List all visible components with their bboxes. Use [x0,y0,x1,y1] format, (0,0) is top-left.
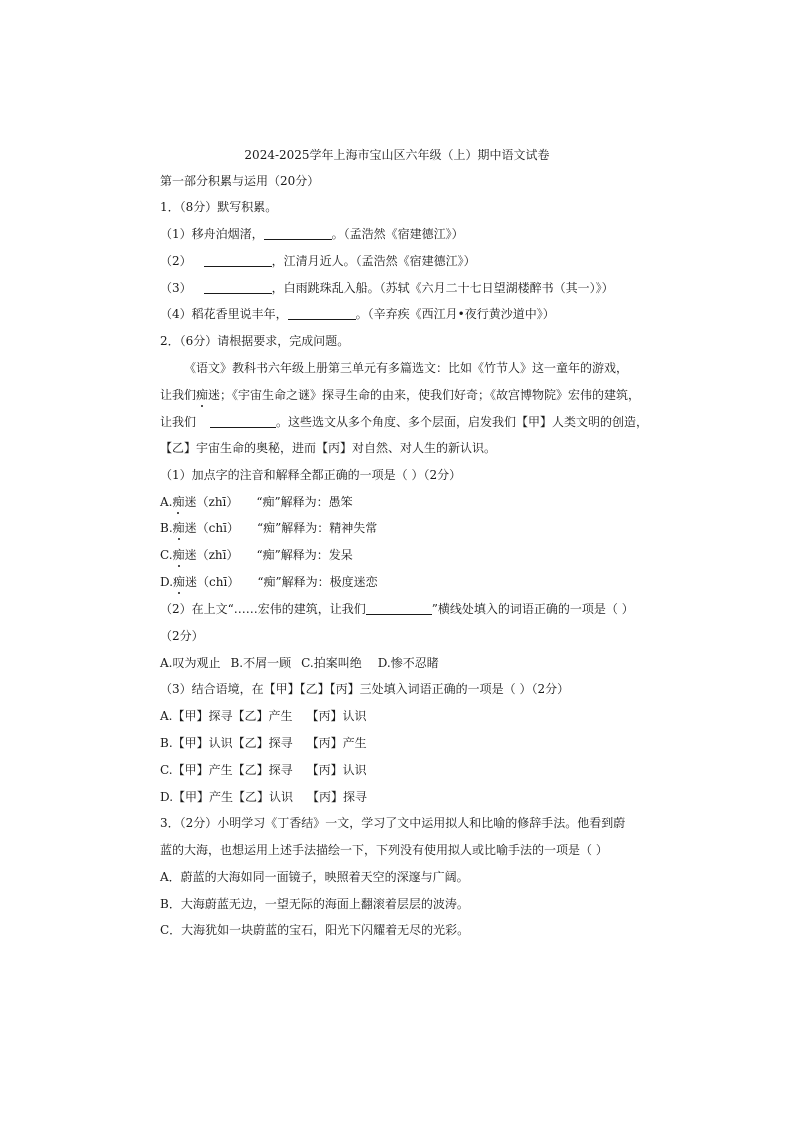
q2-passage-line-4: 【乙】宇宙生命的奥秘，进而【丙】对自然、对人生的新认识。 [160,441,497,455]
q2-sub1-option-d[interactable] [160,574,378,590]
option-text: 【丙】认识 [306,709,367,723]
q3-stem-line-2: 蓝的大海，也想运用上述手法描绘一下，下列没有使用拟人或比喻手法的一项是（ ） [160,843,608,857]
q2-sub3-option-a[interactable] [160,708,367,724]
passage-text: 让我们 [160,388,197,402]
q2-passage-line-1: 《语文》教科书六年级上册第三单元有多篇选文：比如《竹节人》这一童年的游戏， [184,361,629,375]
option-text: B.【甲】认识【乙】探寻 [160,736,293,750]
q1-item-4 [160,306,555,322]
option-d[interactable]: D.惨不忍睹 [377,656,439,670]
q1-item-3-pre: （3） [160,281,192,295]
q1-item-1 [160,226,464,242]
option-text: C.【甲】产生【乙】探寻 [160,763,293,777]
q1-item-2-post: ，江清月近人。（孟浩然《宿建德江》） [271,254,476,268]
option-letter: A. [160,495,173,509]
option-text: A.【甲】探寻【乙】产生 [160,709,293,723]
q2-sub2-score: （2分） [160,629,204,643]
q2-sub3-option-c[interactable] [160,762,367,778]
passage-text: 。这些选文从多个角度、多个层面，启发我们【甲】人类文明的创造， [276,415,649,429]
q3-stem-line-1: 3．（2分）小明学习《丁香结》一文，学习了文中运用拟人和比喻的修辞手法。他看到蔚 [160,816,626,830]
q1-item-3 [160,280,614,296]
option-pinyin: 迷（chī） [185,575,240,589]
option-text: 【丙】产生 [306,736,367,750]
emphasis-dot-char: 痴 [172,521,185,535]
q1-stem: 1．（8分）默写积累。 [160,200,278,214]
q1-item-4-post: 。（辛弃疾《西江月•夜行黄沙道中》） [355,307,555,321]
q3-option-a[interactable]: A．蔚蓝的大海如同一面镜子，映照着天空的深邃与广阔。 [160,870,469,884]
q2-sub3-option-d[interactable] [160,789,367,805]
emphasis-dot-char: 痴 [196,388,209,402]
emphasis-dot-char: 痴 [172,495,185,509]
q3-option-c[interactable]: C．大海犹如一块蔚蓝的宝石，阳光下闪耀着无尽的光彩。 [160,923,470,937]
option-letter: D. [160,575,174,589]
q1-item-1-pre: （1）移舟泊烟渚， [160,227,264,241]
q2-sub1-stem: （1）加点字的注音和解释全都正确的一项是（ ）（2分） [160,468,462,482]
option-pinyin: 迷（chī） [184,521,239,535]
q2-passage-line-2 [160,387,640,403]
option-a[interactable]: A.叹为观止 [160,656,221,670]
answer-blank[interactable] [204,254,272,267]
passage-text: 迷；《宇宙生命之谜》探寻生命的由来，使我们好奇；《故宫博物院》宏伟的建筑， [208,388,641,402]
q3-option-b[interactable]: B．大海蔚蓝无边，一望无际的海面上翻滚着层层的波涛。 [160,897,469,911]
answer-blank[interactable] [210,415,276,428]
q2-sub1-option-a[interactable] [160,494,353,510]
q2-sub1-option-b[interactable] [160,520,377,536]
passage-text: 让我们 [160,415,197,429]
option-letter: B. [160,521,173,535]
q2-sub2-options [160,655,439,671]
q1-item-2 [160,253,476,269]
option-pinyin: 迷（zhī） [184,495,239,509]
option-text: 【丙】探寻 [307,790,368,804]
answer-blank[interactable] [288,307,356,320]
option-b[interactable]: B.不屑一顾 [230,656,292,670]
answer-blank[interactable] [264,227,332,240]
q1-item-1-post: 。（孟浩然《宿建德江》） [331,227,464,241]
q1-item-4-pre: （4）稻花香里说丰年， [160,307,288,321]
emphasis-dot-char: 痴 [172,548,185,562]
sub2-stem-text: （2）在上文“……宏伟的建筑，让我们 [160,602,366,616]
option-text: 【丙】认识 [306,763,367,777]
option-explanation: “痴”解释为：极度迷恋 [257,575,378,589]
option-pinyin: 迷（zhī） [184,548,239,562]
option-c[interactable]: C.拍案叫绝 [301,656,362,670]
answer-blank[interactable] [366,602,432,615]
q2-passage-line-3 [160,414,648,430]
q2-sub3-stem: （3）结合语境，在【甲】【乙】【丙】三处填入词语正确的一项是（ ）（2分） [160,682,570,696]
exam-title: 2024-2025学年上海市宝山区六年级（上）期中语文试卷 [244,148,550,162]
answer-blank[interactable] [204,281,272,294]
sub2-stem-text: ”横线处填入的词语正确的一项是（ ） [431,602,634,616]
q1-item-3-post: ，白雨跳珠乱入船。（苏轼《六月二十七日望湖楼醉书（其一）》） [271,281,614,295]
option-text: D.【甲】产生【乙】认识 [160,790,294,804]
option-explanation: “痴”解释为：精神失常 [256,521,378,535]
q2-stem: 2．（6分）请根据要求，完成问题。 [160,334,350,348]
option-letter: C. [160,548,173,562]
option-explanation: “痴”解释为：发呆 [256,548,353,562]
part1-heading: 第一部分积累与运用（20分） [160,174,320,188]
q1-item-2-pre: （2） [160,254,192,268]
option-explanation: “痴”解释为：愚笨 [256,495,353,509]
emphasis-dot-char: 痴 [173,575,186,589]
q2-sub1-option-c[interactable] [160,547,353,563]
q2-sub3-option-b[interactable] [160,735,367,751]
q2-sub2-stem [160,601,634,617]
